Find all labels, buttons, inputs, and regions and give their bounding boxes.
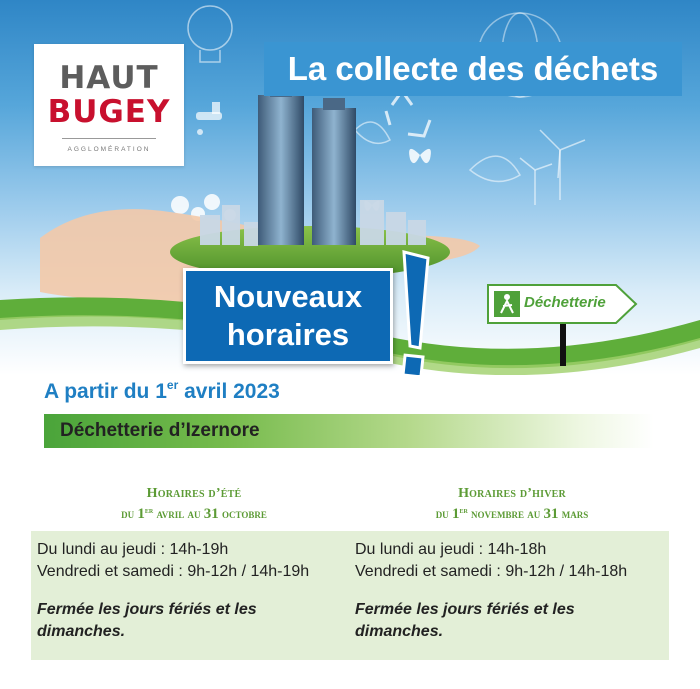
lightbulb-sketch-icon	[188, 6, 232, 62]
date-sup: er	[166, 378, 179, 392]
wind-turbine-icon	[520, 130, 585, 205]
winter-closed-note: Fermée les jours fériés et les dimanches.	[355, 601, 575, 640]
summer-period-d: avril au	[153, 506, 204, 521]
winter-weekend-hours: Vendredi et samedi : 9h-12h / 14h-18h	[355, 563, 628, 580]
winter-period-f: mars	[558, 506, 589, 521]
title-banner	[264, 42, 682, 96]
summer-period-e: 31	[203, 506, 219, 522]
summer-weekend-hours: Vendredi et samedi : 9h-12h / 14h-19h	[37, 563, 310, 580]
summer-period-f: octobre	[218, 506, 267, 521]
site-name: Déchetterie d’Izernore	[60, 420, 260, 441]
sign-post	[560, 322, 566, 366]
new-hours-badge	[183, 268, 393, 364]
exclamation-mark-icon	[398, 248, 432, 375]
summer-period	[44, 506, 344, 523]
winter-weekday-hours: Du lundi au jeudi : 14h-18h	[355, 541, 547, 558]
winter-period-c: er	[459, 506, 468, 515]
winter-hours-heading	[362, 486, 662, 523]
summer-closed-note: Fermée les jours fériés et les dimanches.	[37, 601, 257, 640]
effective-date	[44, 380, 280, 404]
winter-period	[362, 506, 662, 523]
haut-bugey-logo	[34, 44, 184, 166]
badge-line-2: horaires	[226, 317, 350, 352]
logo-line-agglomeration: AGGLOMÉRATION	[67, 146, 151, 153]
logo-line-haut: HAUT	[59, 60, 159, 96]
badge-line-1: Nouveaux	[213, 279, 363, 314]
summer-weekday-hours: Du lundi au jeudi : 14h-19h	[37, 541, 229, 558]
schedule-panel	[31, 531, 669, 660]
recycle-sketch-icon	[386, 91, 430, 136]
leaf-sketch-icon	[355, 122, 520, 181]
summer-hours-heading	[44, 486, 344, 523]
skyscrapers	[258, 85, 356, 245]
page-title: La collecte des déchets	[287, 50, 659, 87]
site-name-bar	[44, 414, 654, 448]
winter-schedule	[355, 539, 663, 643]
sign-label: Déchetterie	[524, 294, 606, 311]
summer-schedule	[37, 539, 345, 643]
winter-period-d: novembre au	[467, 506, 544, 521]
date-prefix: A partir du 1	[44, 380, 167, 403]
winter-period-b: 1	[451, 506, 460, 522]
winter-title: Horaires d’hiver	[458, 486, 566, 501]
winter-period-e: 31	[543, 506, 559, 522]
logo-divider	[62, 138, 156, 139]
summer-period-c: er	[144, 506, 154, 515]
summer-period-a: du	[121, 506, 138, 521]
summer-period-b: 1	[137, 506, 145, 522]
winter-period-a: du	[435, 506, 452, 521]
faucet-icon	[196, 102, 222, 135]
logo-line-bugey: BUGEY	[47, 94, 171, 130]
date-suffix: avril 2023	[178, 380, 280, 403]
summer-title: Horaires d’été	[146, 486, 242, 501]
